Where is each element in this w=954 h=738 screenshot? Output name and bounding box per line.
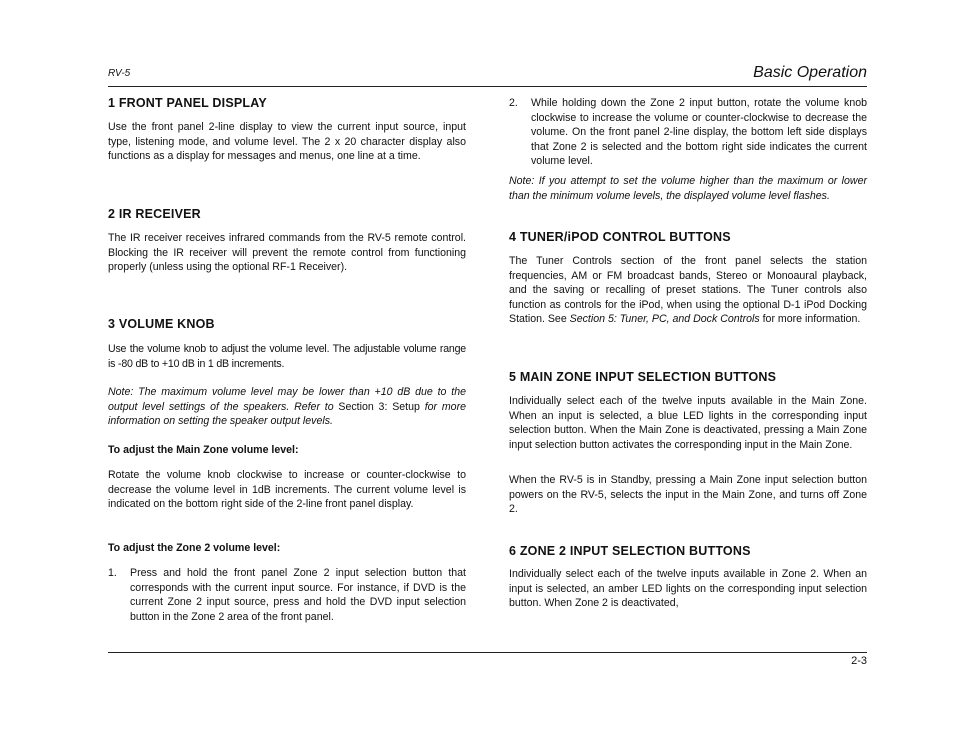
note-text-end: for more information on setting the speaker output levels.	[108, 400, 466, 427]
section-4-ref: Section 5: Tuner, PC, and Dock Controls	[569, 313, 760, 325]
section-3-note	[108, 385, 466, 429]
section-1-body: Use the front panel 2-line display to view the current input source, input type, listening mode, and volume level. The 2 x 20 character display also functions as a display for messages and menus, one line at a time.	[108, 121, 466, 162]
footer-rule	[108, 652, 867, 653]
section-6-body: Individually select each of the twelve inputs available in Zone 2. When an input is selected, an amber LED lights on the corresponding input selection button. When Zone 2 is deactivated,	[509, 568, 867, 609]
volume-note: Note: If you attempt to set the volume higher than the maximum or lower than the minimum volume levels, the displayed volume level flashes.	[509, 175, 867, 202]
zone2-subheading: To adjust the Zone 2 volume level:	[108, 542, 281, 554]
list-item	[509, 96, 867, 169]
list-item-number: 1.	[108, 567, 117, 579]
section-3-body: Use the volume knob to adjust the volume level. The adjustable volume range is -80 dB to +10 dB in 1 dB increments.	[108, 343, 466, 370]
section-4-text-end: for more information.	[759, 313, 861, 325]
section-4-heading: 4 TUNER/iPOD CONTROL BUTTONS	[509, 230, 731, 244]
header-rule	[108, 86, 867, 87]
list-item-number: 2.	[509, 97, 518, 109]
section-5-body-2: When the RV-5 is in Standby, pressing a Main Zone input selection button powers on the RV-5, selects the input in the Main Zone, and turns off Zone 2.	[509, 474, 867, 515]
page-number: 2-3	[851, 655, 867, 667]
note-section-ref: Section 3: Setup	[338, 400, 420, 413]
running-header-title: Basic Operation	[753, 64, 867, 81]
section-6-heading: 6 ZONE 2 INPUT SELECTION BUTTONS	[509, 544, 751, 558]
note-text: Note: The maximum volume level may be lower than +10 dB due to the output level settings of the speakers. Refer to	[108, 386, 466, 413]
section-5-heading: 5 MAIN ZONE INPUT SELECTION BUTTONS	[509, 370, 777, 384]
running-header-model: RV-5	[108, 68, 131, 79]
list-item-text: While holding down the Zone 2 input button, rotate the volume knob clockwise to increase the volume or counter-clockwise to decrease the volume. On the front panel 2-line display, the bottom left side displays that Zone 2 is selected and the bottom right side indicates the current volume level.	[531, 97, 867, 167]
section-5-body: Individually select each of the twelve inputs available in the Main Zone. When an input is selected, a blue LED lights in the corresponding input selection button. When the Main Zone is deactivated, pressing a Main Zone input selection button activates the corresponding input in the Main Zone.	[509, 395, 867, 451]
section-2-heading: 2 IR RECEIVER	[108, 207, 201, 221]
section-2-body: The IR receiver receives infrared commands from the RV-5 remote control. Blocking the IR receiver will prevent the remote control from functioning properly (unless using the optional RF-1 Receiver).	[108, 232, 466, 273]
main-zone-subheading: To adjust the Main Zone volume level:	[108, 444, 299, 456]
section-4-body	[509, 254, 867, 327]
main-zone-body: Rotate the volume knob clockwise to increase or counter-clockwise to decrease the volume level in 1dB increments. The current volume level is indicated on the bottom right side of the 2-line front panel display.	[108, 469, 466, 510]
section-3-heading: 3 VOLUME KNOB	[108, 317, 215, 331]
section-1-heading: 1 FRONT PANEL DISPLAY	[108, 96, 267, 110]
list-item	[108, 566, 466, 624]
list-item-text: Press and hold the front panel Zone 2 input selection button that corresponds with the current input source. For instance, if DVD is the current Zone 2 input source, press and hold the DVD input selection button in the Zone 2 area of the front panel.	[130, 567, 466, 623]
section-4-text: The Tuner Controls section of the front panel selects the station frequencies, AM or FM broadcast bands, Stereo or Monoaural playback, and the saving or recalling of preset stations. The Tuner controls also function as controls for the iPod, when using the optional D-1 iPod Docking Station. See	[509, 255, 867, 325]
